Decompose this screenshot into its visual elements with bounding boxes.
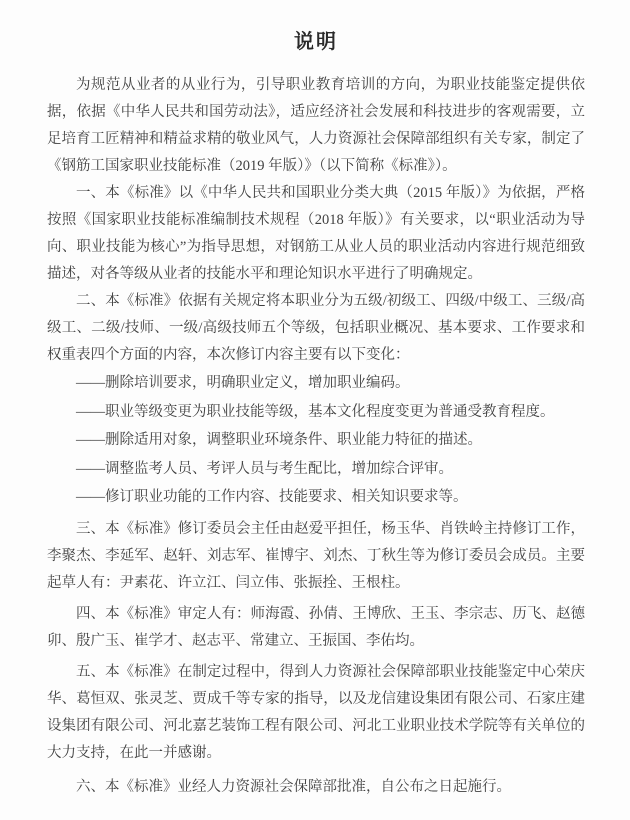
paragraph-item-1: 一、本《标准》以《中华人民共和国职业分类大典（2015 年版）》为依据，严格按照《国家职业技能标准编制技术规程（2018 年版）》有关要求，以“职业活动为导向、职业技能为核心”为指导思想，对钢筋工从业人员的职业活动内容进行规范细致描述，对各等级从业者的技能水平和理论知识水平进行了明确规定。 [47,185,585,282]
paragraph-item-2: 二、本《标准》依据有关规定将本职业分为五级/初级工、四级/中级工、三级/高级工、二级/技师、一级/高级技师五个等级，包括职业概况、基本要求、工作要求和权重表四个方面的内容，本次修订内容主要有以下变化： [47,293,585,363]
change-item-4: ——调整监考人员、考评人员与考生配比，增加综合评审。 [76,460,453,477]
paragraph-intro: 为规范从业者的从业行为，引导职业教育培训的方向，为职业技能鉴定提供依据，依据《中华人民共和国劳动法》，适应经济社会发展和科技进步的客观需要，立足培育工匠精神和精益求精的敬业风气，人力资源社会保障部组织有关专家，制定了《钢筋工国家职业技能标准（2019 年版）》（以下简称《标准》）。 [47,77,585,174]
paragraph-item-5: 五、本《标准》在制定过程中，得到人力资源社会保障部职业技能鉴定中心荣庆华、葛恒双、张灵芝、贾成千等专家的指导，以及龙信建设集团有限公司、石家庄建设集团有限公司、河北嘉艺装饰工程有限公司、河北工业职业技术学院等有关单位的大力支持，在此一并感谢。 [47,663,585,761]
change-item-3: ——删除适用对象，调整职业环境条件、职业能力特征的描述。 [76,432,482,448]
change-item-2: ——职业等级变更为职业技能等级，基本文化程度变更为普通受教育程度。 [76,403,555,420]
paragraph-item-4: 四、本《标准》审定人有：师海霞、孙倩、王博欣、王玉、李宗志、历飞、赵德卯、殷广玉、崔学才、赵志平、常建立、王振国、李佑均。 [47,605,585,649]
paragraph-item-6: 六、本《标准》业经人力资源社会保障部批准，自公布之日起施行。 [76,778,511,795]
document-title: 说明 [294,31,338,53]
paragraph-item-3: 三、本《标准》修订委员会主任由赵爱平担任，杨玉华、肖铁岭主持修订工作，李聚杰、李延军、赵轩、刘志军、崔博宇、刘杰、丁秋生等为修订委员会成员。主要起草人有：尹素花、许立江、闫立伟、张振拴、王根柱。 [47,520,585,591]
change-item-1: ——删除培训要求，明确职业定义，增加职业编码。 [76,375,410,391]
change-item-5: ——修订职业功能的工作内容、技能要求、相关知识要求等。 [76,489,468,505]
